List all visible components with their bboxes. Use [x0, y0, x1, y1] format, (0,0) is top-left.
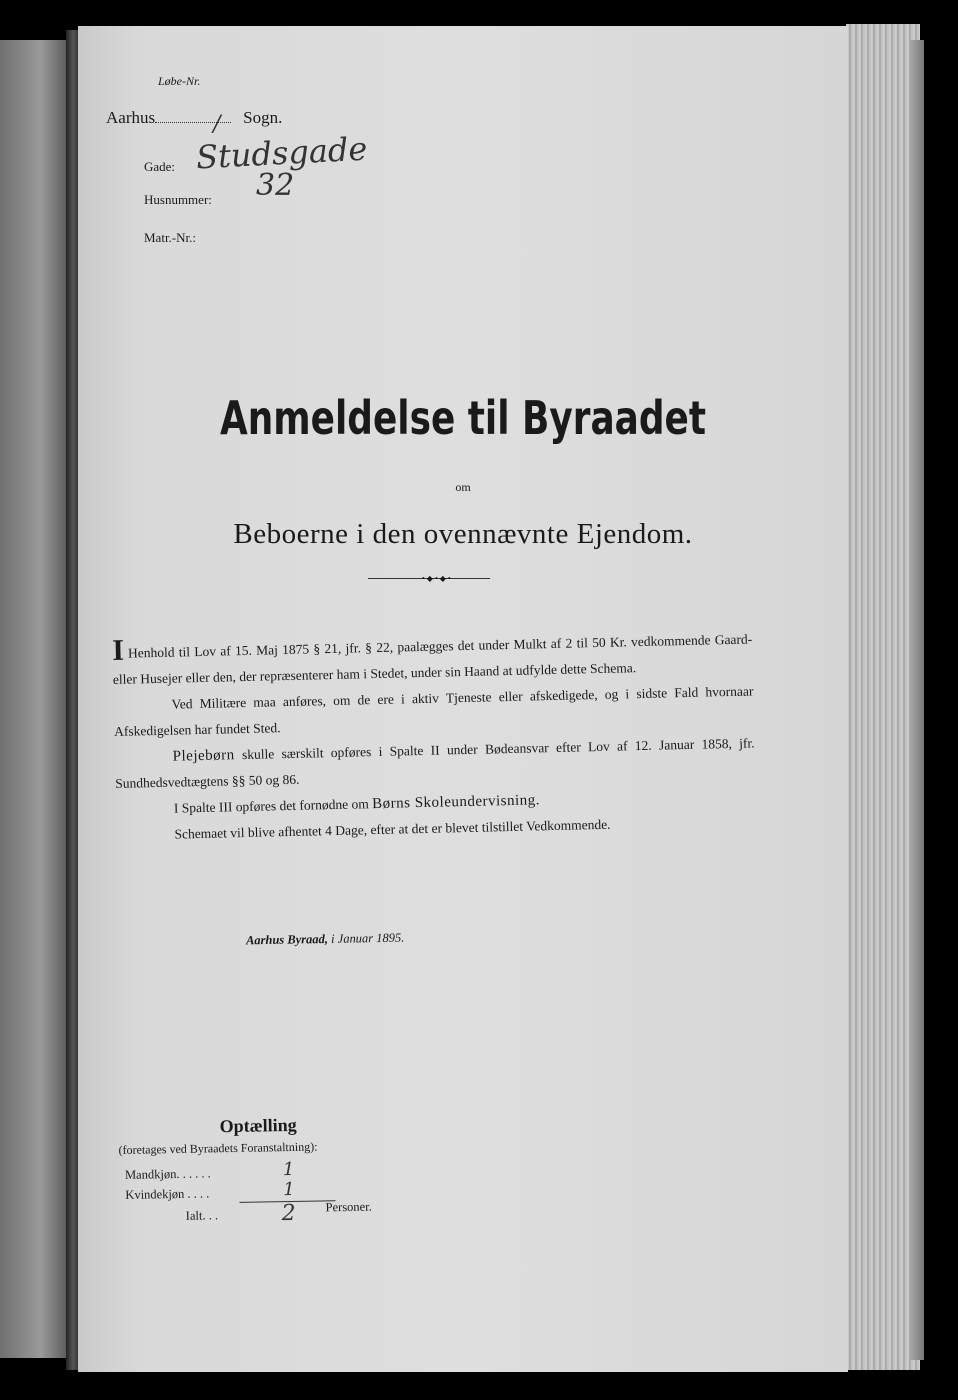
ornament-divider: •◆•◆•: [368, 578, 490, 581]
husnummer-value: 32: [256, 168, 295, 203]
city-label: Aarhus: [106, 108, 156, 127]
paragraph-5: Schemaet vil blive afhentet 4 Dage, efter at det er blevet tilstillet Vedkommende.: [174, 816, 611, 842]
sogn-field: [155, 112, 231, 137]
signature-line: [246, 931, 405, 949]
page-stack-shadow: [910, 40, 924, 1360]
gade-value: Studsgade: [195, 129, 369, 177]
signature-org: Aarhus Byraad,: [245, 931, 329, 948]
lobe-nr-label: Løbe-Nr.: [158, 74, 201, 88]
ialt-label: Ialt. . .: [185, 1208, 219, 1223]
document-page: [78, 26, 848, 1372]
count-title: Optælling: [219, 1114, 297, 1137]
mandkjon-value: 1: [282, 1158, 295, 1181]
left-page-edge: [0, 40, 68, 1358]
signature-date: i Januar 1895.: [330, 930, 405, 946]
mandkjon-label: Mandkjøn. . . . . .: [124, 1166, 211, 1182]
plejeborn-lead: Plejebørn: [172, 747, 235, 765]
paragraph-4-text: I Spalte III opføres det fornødne om: [173, 796, 369, 816]
paragraph-1-text: Henhold til Lov af 15. Maj 1875 § 21, jfr. § 22, paalægges det under Mulkt af 2 til 50 Kr. vedkommende Gaard- eller Husejer eller den, der repræsenterer ham i Stedet, under sin Haand at udfylde dette Schema.: [112, 631, 753, 687]
count-section: [118, 1113, 420, 1226]
paragraph-4-emphasis: Børns Skoleundervisning.: [371, 792, 541, 813]
drop-initial: I: [111, 633, 125, 667]
document-subtitle: Beboerne i den ovennævnte Ejendom.: [233, 518, 693, 550]
page-stack-edges: [846, 24, 920, 1370]
kvindekjon-value: 1: [283, 1178, 295, 1201]
city-sogn-line: [106, 108, 283, 137]
paragraph-3-text: skulle særskilt opføres i Spalte II under Bødeansvar efter Lov af 12. Januar 1858, jfr. Sundhedsvedtægtens §§ 50 og 86.: [115, 735, 755, 791]
paragraph-2: Ved Militære maa anføres, om de ere i aktiv Tjeneste eller afskedigede, og i sidste Fald hvornaar Afskedigelsen har fundet Sted.: [113, 683, 754, 739]
count-row-ialt: [120, 1201, 420, 1226]
kvindekjon-label: Kvindekjøn . . . .: [125, 1186, 210, 1202]
ialt-value: 2: [281, 1200, 296, 1227]
husnummer-label: Husnummer:: [144, 192, 212, 207]
sogn-label: Sogn.: [243, 108, 283, 127]
gade-label: Gade:: [144, 159, 176, 174]
document-title: Anmeldelse til Byraadet: [219, 391, 707, 445]
matr-label: Matr.-Nr.:: [144, 230, 196, 245]
personer-label: Personer.: [325, 1199, 372, 1215]
sogn-value: /: [213, 112, 221, 137]
om-label: om: [455, 480, 471, 494]
instructions-text: [112, 623, 757, 848]
count-subtitle: (foretages ved Byraadets Foranstaltning):: [118, 1139, 318, 1157]
